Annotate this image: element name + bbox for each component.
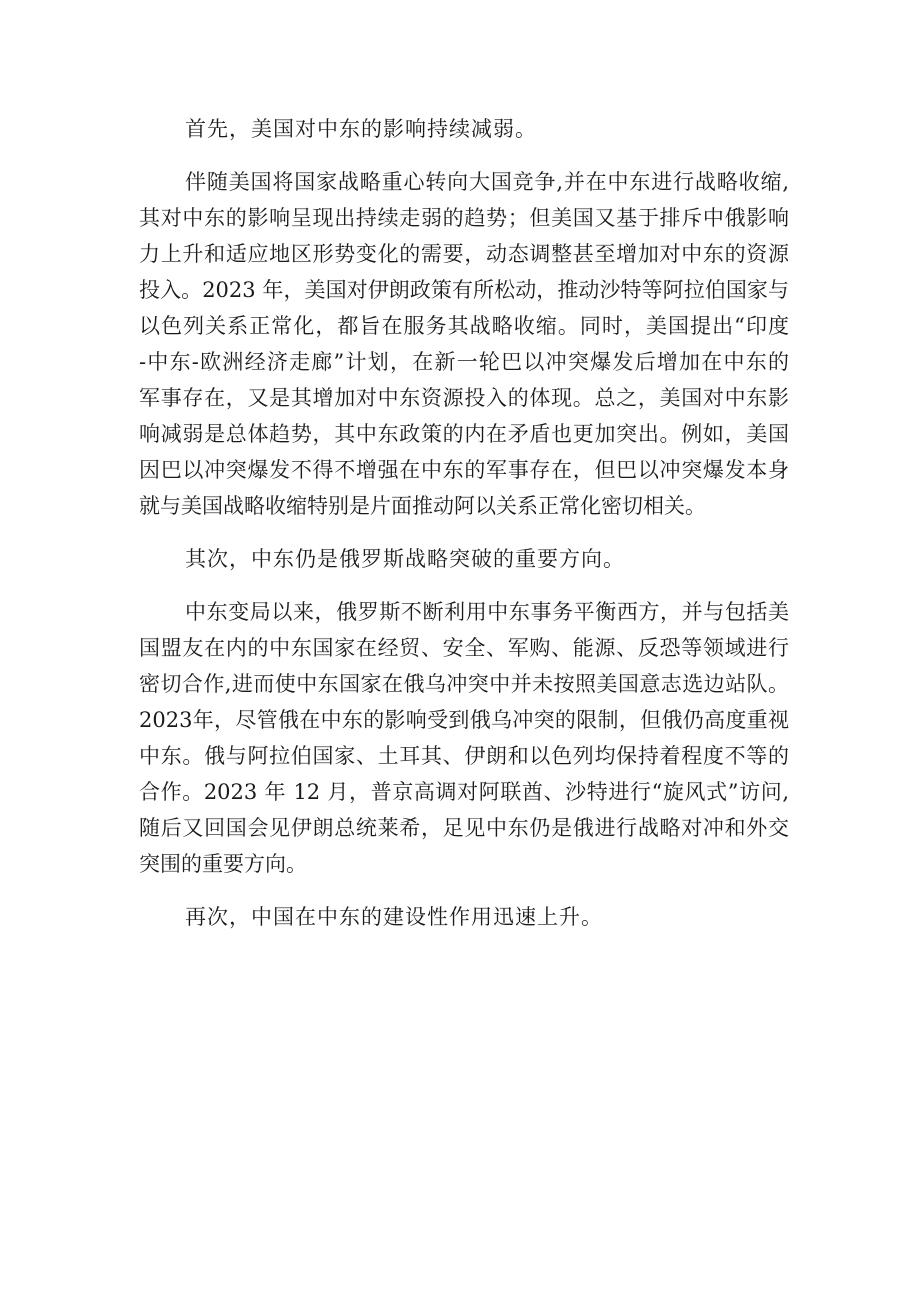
paragraph-line: 中东。俄与阿拉伯国家、土耳其、伊朗和以色列均保持着程度不等的 xyxy=(139,744,789,768)
paragraph-line: 合作。2023 年 12 月，普京高调对阿联酋、沙特进行“旋风式”访问, xyxy=(139,780,789,804)
paragraph-line: 密切合作,进而使中东国家在俄乌冲突中并未按照美国意志选边站队。 xyxy=(139,672,789,696)
paragraph-line: 其对中东的影响呈现出持续走弱的趋势；但美国又基于排斥中俄影响 xyxy=(139,206,789,230)
paragraph-line: 突围的重要方向。 xyxy=(139,852,307,876)
paragraph-line: 2023年，尽管俄在中东的影响受到俄乌冲突的限制，但俄仍高度重视 xyxy=(139,708,789,732)
section-heading-us-influence: 首先，美国对中东的影响持续减弱。 xyxy=(185,117,537,141)
paragraph-line: 随后又回国会见伊朗总统莱希，足见中东仍是俄进行战略对冲和外交 xyxy=(139,816,789,840)
document-body xyxy=(139,111,789,935)
paragraph-gap xyxy=(139,147,789,164)
paragraph-line: 响减弱是总体趋势，其中东政策的内在矛盾也更加突出。例如，美国 xyxy=(139,422,789,446)
paragraph-gap xyxy=(139,577,789,594)
section-heading-china: 再次，中国在中东的建设性作用迅速上升。 xyxy=(185,905,603,929)
paragraph-line: -中东-欧洲经济走廊”计划，在新一轮巴以冲突爆发后增加在中东的 xyxy=(139,350,789,374)
paragraph-russia xyxy=(139,594,789,882)
paragraph-line: 就与美国战略收缩特别是片面推动阿以关系正常化密切相关。 xyxy=(139,494,706,518)
section-heading-russia: 其次，中东仍是俄罗斯战略突破的重要方向。 xyxy=(185,547,625,571)
paragraph-us-influence xyxy=(139,164,789,524)
paragraph-line: 军事存在，又是其增加对中东资源投入的体现。总之，美国对中东影 xyxy=(139,386,789,410)
paragraph-line: 伴随美国将国家战略重心转向大国竞争,并在中东进行战略收缩, xyxy=(185,170,789,194)
paragraph-line: 中东变局以来，俄罗斯不断利用中东事务平衡西方，并与包括美 xyxy=(185,600,789,624)
paragraph-line: 因巴以冲突爆发不得不增强在中东的军事存在，但巴以冲突爆发本身 xyxy=(139,458,789,482)
paragraph-line: 国盟友在内的中东国家在经贸、安全、军购、能源、反恐等领域进行 xyxy=(139,636,789,660)
paragraph-line: 力上升和适应地区形势变化的需要，动态调整甚至增加对中东的资源 xyxy=(139,242,789,266)
paragraph-line: 以色列关系正常化，都旨在服务其战略收缩。同时，美国提出“印度 xyxy=(139,314,789,338)
paragraph-gap xyxy=(139,882,789,899)
paragraph-gap xyxy=(139,524,789,541)
paragraph-line: 投入。2023 年，美国对伊朗政策有所松动，推动沙特等阿拉伯国家与 xyxy=(139,278,789,302)
